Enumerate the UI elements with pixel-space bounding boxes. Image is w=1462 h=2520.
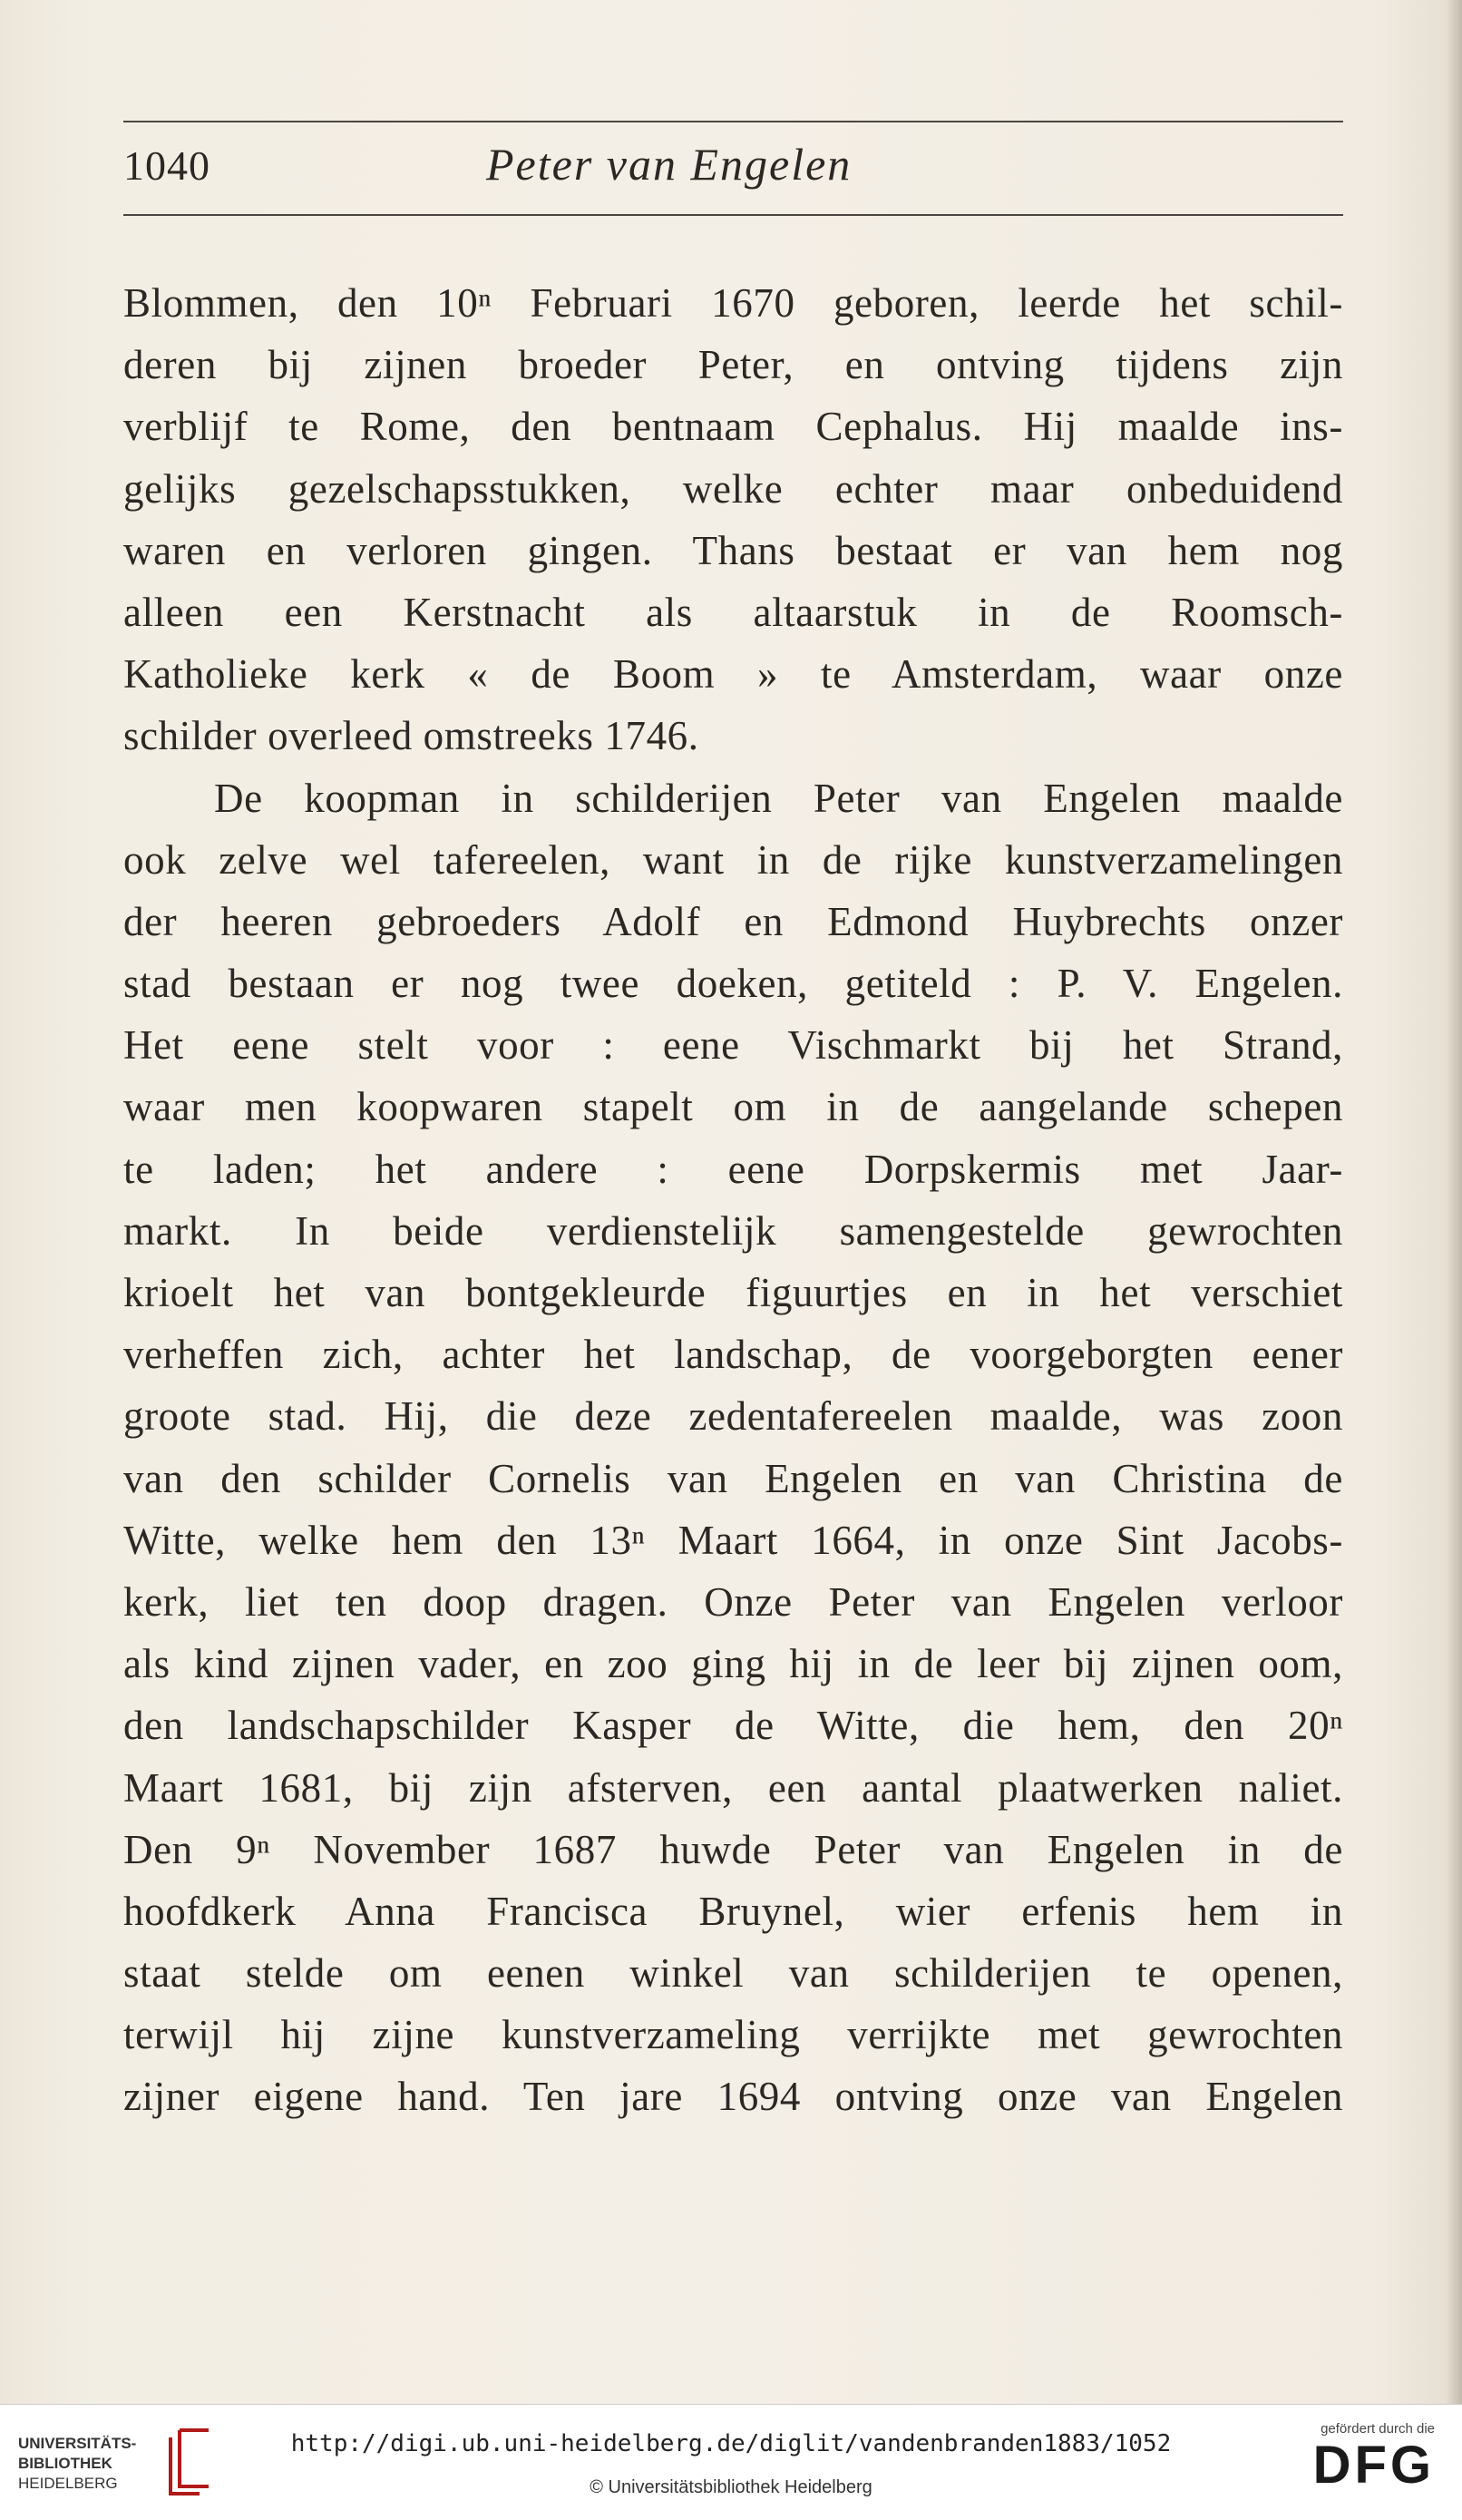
text-line: zijner eigene hand. Ten jare 1694 ontving onze van Engelen — [123, 2074, 1343, 2120]
copyright-notice: © Universitätsbibliothek Heidelberg — [590, 2477, 872, 2497]
text-line: der heeren gebroeders Adolf en Edmond Huybrechts onzer — [123, 898, 1343, 944]
dfg-logo[interactable] — [1262, 2421, 1435, 2507]
text-line: stad bestaan er nog twee doeken, getiteld : P. V. Engelen. — [123, 961, 1343, 1007]
text-line: markt. In beide verdienstelijk samengestelde gewrochten — [123, 1207, 1343, 1254]
text-line: Katholieke kerk « de Boom » te Amsterdam, waar onze — [123, 651, 1343, 698]
text-line: schilder overleed omstreeks 1746. — [123, 713, 699, 759]
page-header — [123, 136, 1343, 200]
text-line: te laden; het andere : eene Dorpskermis met Jaar- — [123, 1146, 1343, 1192]
funding-caption: gefördert durch die — [1321, 2421, 1435, 2437]
text-line: van den schilder Cornelis van Engelen en van Christina de — [123, 1455, 1343, 1501]
text-line: gelijks gezelschapsstukken, welke echter maar onbeduidend — [123, 465, 1343, 512]
digitization-footer — [0, 2404, 1462, 2520]
text-line: verblijf te Rome, den bentnaam Cephalus. Hij maalde ins- — [123, 404, 1343, 450]
text-line: hoofdkerk Anna Francisca Bruynel, wier erfenis hem in — [123, 1888, 1343, 1934]
text-line: waren en verloren gingen. Thans bestaat er van hem nog — [123, 527, 1343, 573]
text-line: deren bij zijnen broeder Peter, en ontving tijdens zijn — [123, 342, 1343, 388]
gutter-shadow — [1446, 0, 1462, 2404]
text-line: groote stad. Hij, die deze zedentafereelen maalde, was zoon — [123, 1393, 1343, 1440]
text-line: krioelt het van bontgekleurde figuurtjes en in het verschiet — [123, 1270, 1343, 1315]
text-line: Witte, welke hem den 13ⁿ Maart 1664, in onze Sint Jacobs- — [123, 1517, 1343, 1563]
text-line: Blommen, den 10ⁿ Februari 1670 geboren, leerde het schil- — [123, 280, 1343, 326]
library-name-line1: UNIVERSITÄTS- — [18, 2435, 137, 2452]
text-line: staat stelde om eenen winkel van schilderijen te openen, — [123, 1950, 1343, 1997]
page-number: 1040 — [123, 142, 210, 189]
text-line: den landschapschilder Kasper de Witte, die hem, den 20ⁿ — [123, 1703, 1343, 1749]
permalink[interactable]: http://digi.ub.uni-heidelberg.de/diglit/vandenbranden1883/1052 — [290, 2430, 1172, 2457]
text-line: waar men koopwaren stapelt om in de aangelande schepen — [123, 1084, 1343, 1130]
text-line: terwijl hij zijne kunstverzameling verrijkte met gewrochten — [123, 2012, 1343, 2058]
text-line: De koopman in schilderijen Peter van Engelen maalde — [214, 775, 1343, 821]
text-line: ook zelve wel tafereelen, want in de rijke kunstverzamelingen — [123, 836, 1343, 883]
text-line: Het eene stelt voor : eene Vischmarkt bij het Strand, — [123, 1022, 1343, 1069]
text-line: Den 9ⁿ November 1687 huwde Peter van Engelen in de — [123, 1826, 1343, 1872]
text-line: kerk, liet ten doop dragen. Onze Peter van Engelen verloor — [123, 1578, 1343, 1625]
body-text — [123, 272, 1343, 2128]
header-top-rule — [123, 121, 1343, 122]
dfg-wordmark: DFG — [1312, 2436, 1435, 2495]
text-line: als kind zijnen vader, en zoo ging hij in de leer bij zijnen oom, — [123, 1641, 1343, 1687]
library-name-line2: BIBLIOTHEK — [18, 2455, 112, 2472]
text-line: verheffen zich, achter het landschap, de voorgeborgten eener — [123, 1332, 1343, 1378]
library-name-line3: HEIDELBERG — [18, 2475, 118, 2492]
running-title: Peter van Engelen — [486, 139, 853, 190]
header-bottom-rule — [123, 214, 1343, 216]
text-line: alleen een Kerstnacht als altaarstuk in de Roomsch- — [123, 589, 1343, 635]
text-line: Maart 1681, bij zijn afsterven, een aantal plaatwerken naliet. — [123, 1764, 1343, 1811]
